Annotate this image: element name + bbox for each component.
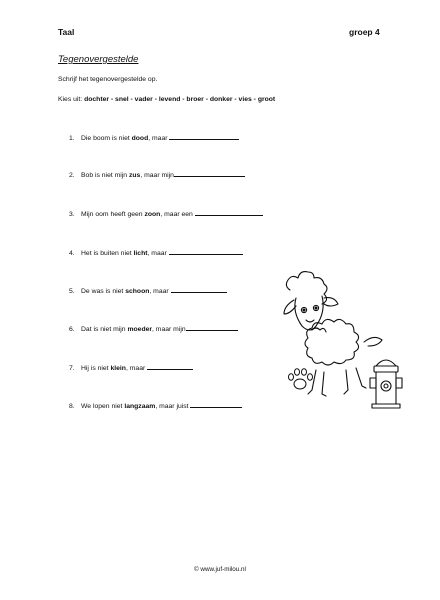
exercise-4 [69,248,243,257]
exercise-text-end: , maar een [160,211,193,218]
sheep-face [295,296,323,330]
exercise-keyword: schoon [125,288,150,295]
leg-back-left [344,370,348,394]
exercise-number: 2. [69,172,75,179]
fire-hydrant [370,360,402,408]
exercise-text: Die boom is niet [81,135,132,142]
left-pupil [303,309,305,311]
exercise-number: 3. [69,211,75,218]
exercise-keyword: langzaam [124,403,156,410]
exercise-7 [69,363,193,372]
exercise-text: We lopen niet [81,403,125,410]
answer-line[interactable] [171,286,227,293]
choices-prefix: Kies uit: [58,96,83,103]
exercise-keyword: licht [133,250,148,257]
exercise-text: Het is buiten niet [81,250,134,257]
sheep-tail [364,337,382,346]
sheep-nose [306,320,314,322]
answer-line[interactable] [169,133,239,140]
exercise-text-end: , maar mijn [152,326,186,333]
exercise-number: 1. [69,135,75,142]
sheep-illustration [268,268,418,418]
exercise-text: De was is niet [81,288,126,295]
answer-line[interactable] [190,401,242,408]
exercise-keyword: zus [128,172,141,179]
exercise-5 [69,286,227,295]
exercise-number: 5. [69,288,75,295]
answer-line[interactable] [147,363,193,370]
exercise-number: 7. [69,365,75,372]
exercise-text: Mijn oom heeft geen [81,211,145,218]
answer-line[interactable] [195,209,263,216]
answer-line[interactable] [169,248,243,255]
paw-print-icon [289,369,313,389]
exercise-number: 6. [69,326,75,333]
footer-copyright: © www.juf-milou.nl [194,566,246,573]
answer-line[interactable] [186,324,238,331]
right-pupil [315,307,317,309]
exercise-text-end: , maar [148,135,168,142]
hydrant-bolt [384,384,388,388]
exercise-text-end: , maar mijn [140,172,174,179]
exercise-text-end: , maar juist [155,403,189,410]
exercise-number: 8. [69,403,75,410]
neck-wool [312,328,326,332]
leg-back-right [356,368,366,388]
hydrant-outlet [381,381,391,391]
head-wool [286,272,327,304]
exercise-keyword: zoon [144,211,161,218]
hydrant-base [372,404,400,408]
word-choices [58,96,275,103]
instruction-text: Schrijf het tegenovergestelde op. [58,76,158,83]
exercise-text: Bob is niet mijn [81,172,129,179]
exercise-text: Hij is niet [81,365,111,372]
exercise-keyword: klein [110,365,126,372]
exercise-1 [69,133,239,142]
leg-front-right [322,372,326,396]
exercise-number: 4. [69,250,75,257]
exercise-text-end: , maar [147,250,167,257]
hydrant-side-right [396,378,402,388]
hydrant-collar [374,366,398,372]
worksheet-title: Tegenovergestelde [58,54,139,65]
exercise-text: Dat is niet mijn [81,326,128,333]
answer-line[interactable] [174,170,245,177]
exercise-2 [69,170,245,179]
exercise-keyword: dood [131,135,149,142]
hydrant-cap [376,360,396,366]
exercise-text-end: , maar [149,288,169,295]
subject-label: Taal [58,27,75,37]
exercise-text-end: , maar [125,365,146,372]
exercise-8 [69,401,242,410]
hydrant-side-left [370,378,376,388]
exercise-3 [69,209,263,218]
exercise-keyword: moeder [127,326,153,333]
choices-words: dochter - snel - vader - levend - broer - donker - vies - groot [84,96,276,103]
left-ear [284,300,296,314]
exercise-6 [69,324,238,333]
body-wool [305,319,359,365]
group-label: groep 4 [349,27,380,37]
